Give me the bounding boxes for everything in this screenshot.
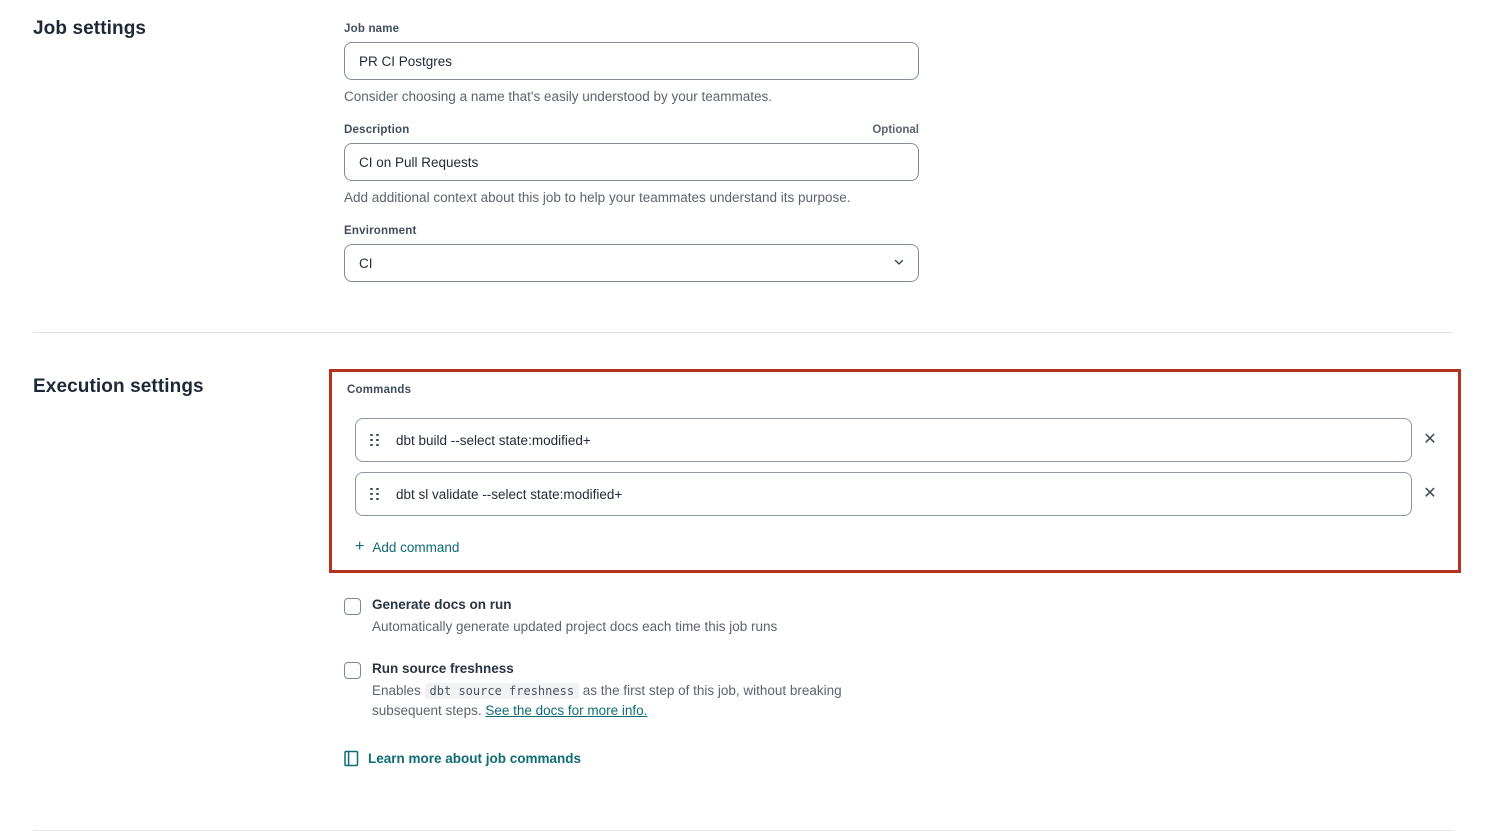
source-freshness-description	[372, 681, 907, 721]
book-icon	[344, 750, 359, 767]
section-job-settings	[0, 18, 1487, 282]
close-icon: ✕	[1423, 485, 1437, 502]
environment-select[interactable]	[344, 244, 919, 282]
remove-command-button[interactable]	[1412, 432, 1448, 448]
generate-docs-label[interactable]: Generate docs on run	[372, 597, 512, 612]
source-freshness-desc-prefix: Enables	[372, 682, 425, 698]
job-name-input[interactable]	[344, 42, 919, 80]
add-command-button[interactable]	[355, 538, 459, 556]
description-field-group	[344, 124, 919, 205]
description-optional-tag: Optional	[872, 124, 919, 136]
plus-icon: +	[355, 538, 365, 555]
command-row	[355, 418, 1448, 462]
source-freshness-code-snippet: dbt source freshness	[425, 683, 580, 699]
job-name-field-group	[344, 23, 919, 104]
generate-docs-row	[344, 597, 1487, 637]
description-label: Description	[344, 124, 410, 136]
generate-docs-description: Automatically generate updated project docs each time this job runs	[372, 619, 778, 634]
generate-docs-checkbox[interactable]	[344, 598, 361, 615]
environment-field-group	[344, 225, 919, 282]
close-icon: ✕	[1423, 431, 1437, 448]
remove-command-button[interactable]	[1412, 486, 1448, 502]
command-input[interactable]	[355, 472, 1412, 516]
drag-handle-icon[interactable]	[370, 434, 379, 447]
command-text: dbt build --select state:modified+	[396, 432, 591, 448]
add-command-label: Add command	[372, 539, 460, 555]
command-input[interactable]	[355, 418, 1412, 462]
description-helper: Add additional context about this job to help your teammates understand its purpose.	[344, 190, 851, 205]
section-execution-settings	[0, 333, 1487, 772]
learn-more-label: Learn more about job commands	[368, 750, 582, 766]
environment-label: Environment	[344, 225, 417, 237]
source-freshness-label[interactable]: Run source freshness	[372, 660, 514, 676]
commands-highlight-box	[329, 369, 1461, 573]
drag-handle-icon[interactable]	[370, 488, 379, 501]
source-freshness-checkbox[interactable]	[344, 662, 361, 679]
description-input[interactable]	[344, 143, 919, 181]
job-settings-heading: Job settings	[33, 18, 147, 39]
see-docs-link[interactable]: See the docs for more info.	[485, 702, 648, 718]
command-text: dbt sl validate --select state:modified+	[396, 486, 623, 502]
execution-settings-heading: Execution settings	[33, 376, 204, 397]
source-freshness-row	[344, 661, 1487, 721]
environment-selected-value: CI	[359, 255, 373, 271]
command-row	[355, 472, 1448, 516]
job-name-helper: Consider choosing a name that's easily understood by your teammates.	[344, 89, 773, 104]
job-name-label: Job name	[344, 23, 400, 35]
learn-more-link[interactable]	[344, 750, 581, 767]
commands-label: Commands	[347, 384, 412, 396]
source-freshness-desc-middle: as the first step of this job, without breaking subsequent steps.	[372, 682, 842, 718]
